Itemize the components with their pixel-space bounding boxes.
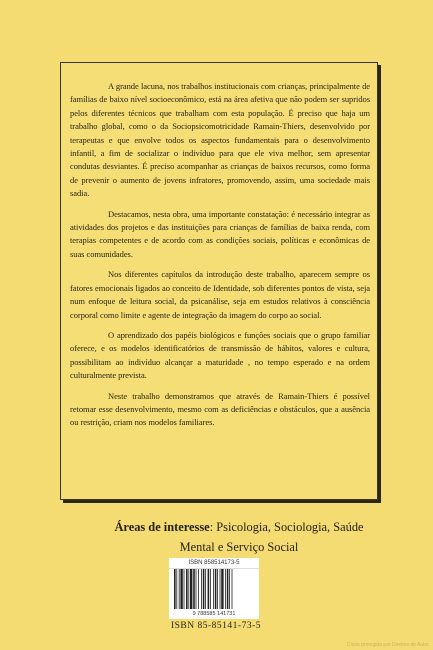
- barcode-bar: [215, 569, 217, 609]
- barcode-bar: [232, 569, 233, 609]
- copyright-watermark: Cópia protegida por Direitos de Autor: [346, 642, 429, 648]
- areas-of-interest: [104, 517, 374, 557]
- barcode-bar: [188, 569, 189, 609]
- barcode-digits: 9 788585 141731: [192, 611, 236, 617]
- barcode-bar: [213, 569, 214, 609]
- isbn-number: ISBN 85-85141-73-5: [170, 621, 261, 631]
- paragraph-5: Neste trabalho demonstramos que através de Ramain-Thiers é possível retomar esse desenvolvimento, mesmo com as deficiências e obstáculos, que a ausência ou restrição, criam nos modelos familiares.: [70, 390, 370, 428]
- paragraph-4: O aprendizado dos papéis biológicos e funções sociais que o grupo familiar oferece, e os modelos identificatórios de transmissão de hábitos, valores e cultura, possibilitam ao indivíduo alcançar a maturidade , no tempo esperado e na ordem culturalmente prevista.: [70, 329, 370, 381]
- barcode-bar: [205, 569, 206, 609]
- barcode-bar: [176, 569, 177, 609]
- barcode-bar: [203, 569, 205, 609]
- paragraph-1: A grande lacuna, nos trabalhos institucionais com crianças, principalmente de famílias de baixo nível socioeconômico, está na área afetiva que não podem ser supridos pelos diferentes técnicos que trabalham com esta população. É preciso que haja um trabalho global, como o da Sociopsicomotricidade Ramain-Thiers, desenvolvido por terapeutas e que envolve todos os aspectos fundamentais para o desenvolvimento infantil, a fim de socializar o indivíduo para que ele viva melhor, sem apresentar condutas desviantes. É preciso acompanhar as crianças de baixos recursos, como forma de prevenir o aumento de jovens infratores, promovendo, assim, uma sociedade mais sadia.: [70, 81, 370, 199]
- barcode-bar: [186, 569, 188, 609]
- barcode-bar: [229, 569, 230, 609]
- barcode: [169, 558, 259, 619]
- barcode-bar: [198, 569, 199, 609]
- barcode-bar: [193, 569, 195, 609]
- areas-of-interest-list: : Psicologia, Sociologia, Saúde Mental e Serviço Social: [179, 520, 364, 554]
- barcode-bar: [190, 569, 192, 609]
- barcode-bar: [179, 569, 180, 609]
- barcode-isbn-label: ISBN 858514173-5: [169, 558, 259, 569]
- barcode-bar: [217, 569, 218, 609]
- barcode-bar: [227, 569, 229, 609]
- barcode-bar: [208, 569, 210, 609]
- areas-of-interest-label: Áreas de interesse: [114, 520, 210, 534]
- back-cover-text-box: [60, 62, 378, 500]
- barcode-bars-icon: [173, 569, 255, 609]
- paragraph-3: Nos diferentes capítulos da introdução deste trabalho, aparecem sempre os fatores emocionais ligados ao conceito de Identidade, sob diferentes pontos de vista, seja num enfoque de leitura social, da psicanálise, seja em estudos relativos à consciência corporal como limite e agente de integração da imagem do corpo ao social.: [70, 269, 370, 320]
- barcode-bar: [225, 569, 226, 609]
- barcode-bar: [196, 569, 197, 609]
- barcode-bar: [221, 569, 223, 609]
- barcode-bar: [174, 569, 176, 609]
- barcode-bar: [201, 569, 202, 609]
- barcode-bar: [180, 569, 182, 609]
- barcode-bar: [184, 569, 185, 609]
- barcode-bar: [210, 569, 211, 609]
- paragraph-2: Destacamos, nesta obra, uma importante constatação: é necessário integrar as atividades dos projetos e das instituições para crianças de famílias de baixa renda, com terapias competentes e de acordo com as condições sociais, políticas e econômicas de suas comunidades.: [70, 208, 370, 259]
- barcode-bar: [220, 569, 221, 609]
